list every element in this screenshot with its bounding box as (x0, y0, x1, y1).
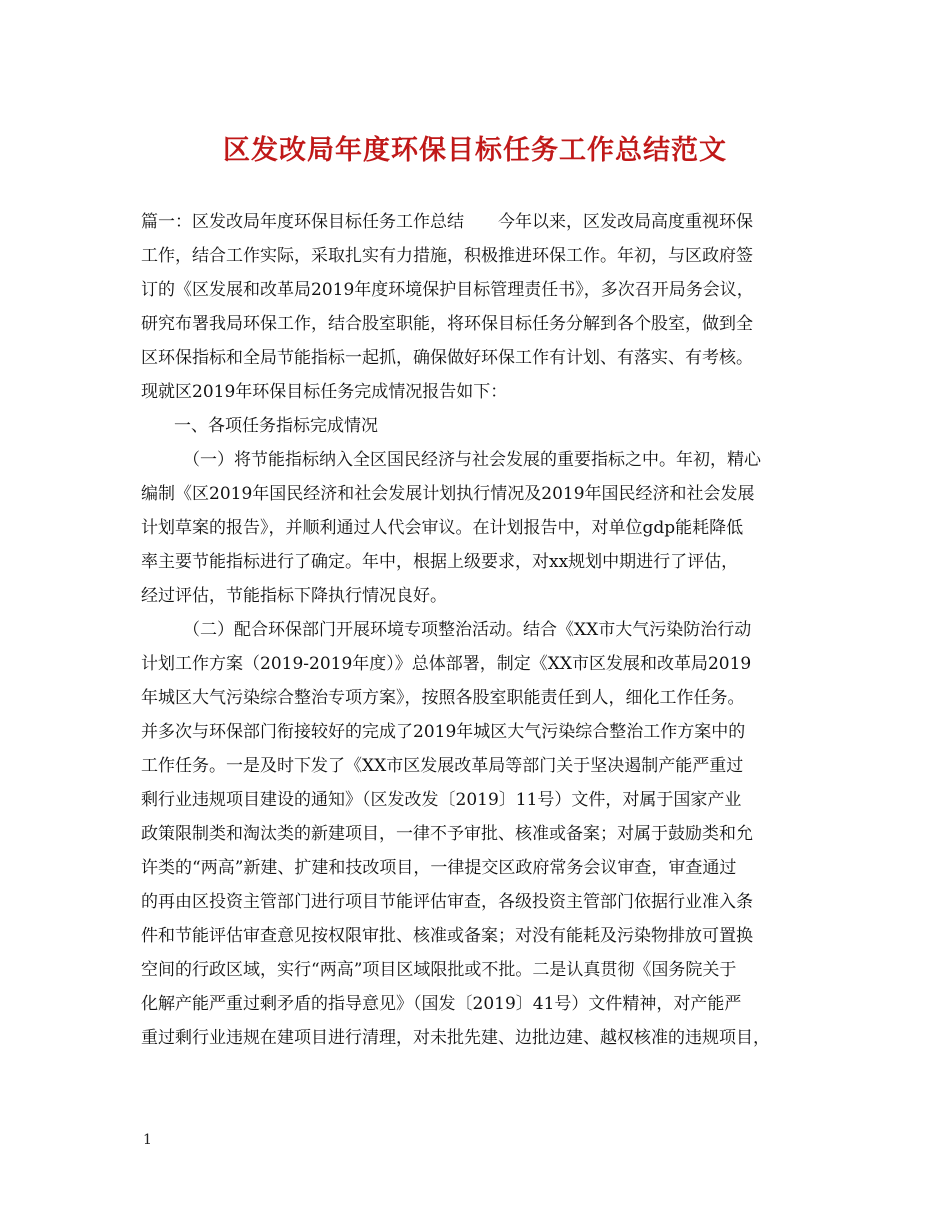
subsection-line: （一）将节能指标纳入全区国民经济与社会发展的重要指标之中。年初，精心 (183, 450, 761, 470)
body-line: 并多次与环保部门衔接较好的完成了2019年城区大气污染综合整治工作方案中的 (141, 722, 746, 742)
document-body (141, 205, 841, 1055)
page-number: 1 (143, 1132, 152, 1148)
body-line: 空间的行政区域，实行“两高”项目区域限批或不批。二是认真贯彻《国务院关于 (141, 960, 737, 980)
section-heading: 一、各项任务指标完成情况 (174, 416, 378, 436)
body-line: 编制《区2019年国民经济和社会发展计划执行情况及2019年国民经济和社会发展 (141, 484, 755, 504)
body-line: 经过评估，节能指标下降执行情况良好。 (141, 586, 447, 606)
document-title: 区发改局年度环保目标任务工作总结范文 (223, 135, 727, 166)
body-line: 件和节能评估审查意见按权限审批、核准或备案；对没有能耗及污染物排放可置换 (141, 926, 753, 946)
body-line: 的再由区投资主管部门进行项目节能评估审查，各级投资主管部门依据行业准入条 (141, 892, 753, 912)
body-line: 许类的“两高”新建、扩建和技改项目，一律提交区政府常务会议审查，审查通过 (141, 858, 737, 878)
body-line: 篇一：区发改局年度环保目标任务工作总结 今年以来，区发改局高度重视环保 (141, 212, 753, 232)
body-line: 计划草案的报告》，并顺利通过人代会审议。在计划报告中，对单位gdp能耗降低 (141, 518, 744, 538)
body-line: 订的《区发展和改革局2019年度环境保护目标管理责任书》，多次召开局务会议， (141, 280, 754, 300)
body-line: 计划工作方案（2019-2019年度）》总体部署，制定《XX市区发展和改革局2019 (141, 654, 752, 674)
body-line: 化解产能严重过剩矛盾的指导意见》（国发〔2019〕41号）文件精神，对产能严 (141, 994, 742, 1014)
body-line: 年城区大气污染综合整治专项方案》，按照各股室职能责任到人，细化工作任务。 (141, 688, 745, 708)
body-line: 工作，结合工作实际，采取扎实有力措施，积极推进环保工作。年初，与区政府签 (141, 246, 753, 266)
body-line: 研究布署我局环保工作，结合股室职能，将环保目标任务分解到各个股室，做到全 (141, 314, 753, 334)
body-line: 剩行业违规项目建设的通知》（区发改发〔2019〕11号）文件，对属于国家产业 (141, 790, 742, 810)
body-line: 率主要节能指标进行了确定。年中，根据上级要求，对xx规划中期进行了评估， (141, 552, 739, 572)
body-line: 重过剩行业违规在建项目进行清理，对未批先建、边批边建、越权核准的违规项目， (141, 1028, 770, 1048)
body-line: 区环保指标和全局节能指标一起抓，确保做好环保工作有计划、有落实、有考核。 (141, 348, 753, 368)
body-line: 现就区2019年环保目标任务完成情况报告如下： (141, 382, 508, 402)
body-line: 工作任务。一是及时下发了《XX市区发展改革局等部门关于坚决遏制产能严重过 (141, 756, 744, 776)
subsection-line: （二）配合环保部门开展环境专项整治活动。结合《XX市大气污染防治行动 (183, 620, 752, 640)
body-line: 政策限制类和淘汰类的新建项目，一律不予审批、核准或备案；对属于鼓励类和允 (141, 824, 753, 844)
